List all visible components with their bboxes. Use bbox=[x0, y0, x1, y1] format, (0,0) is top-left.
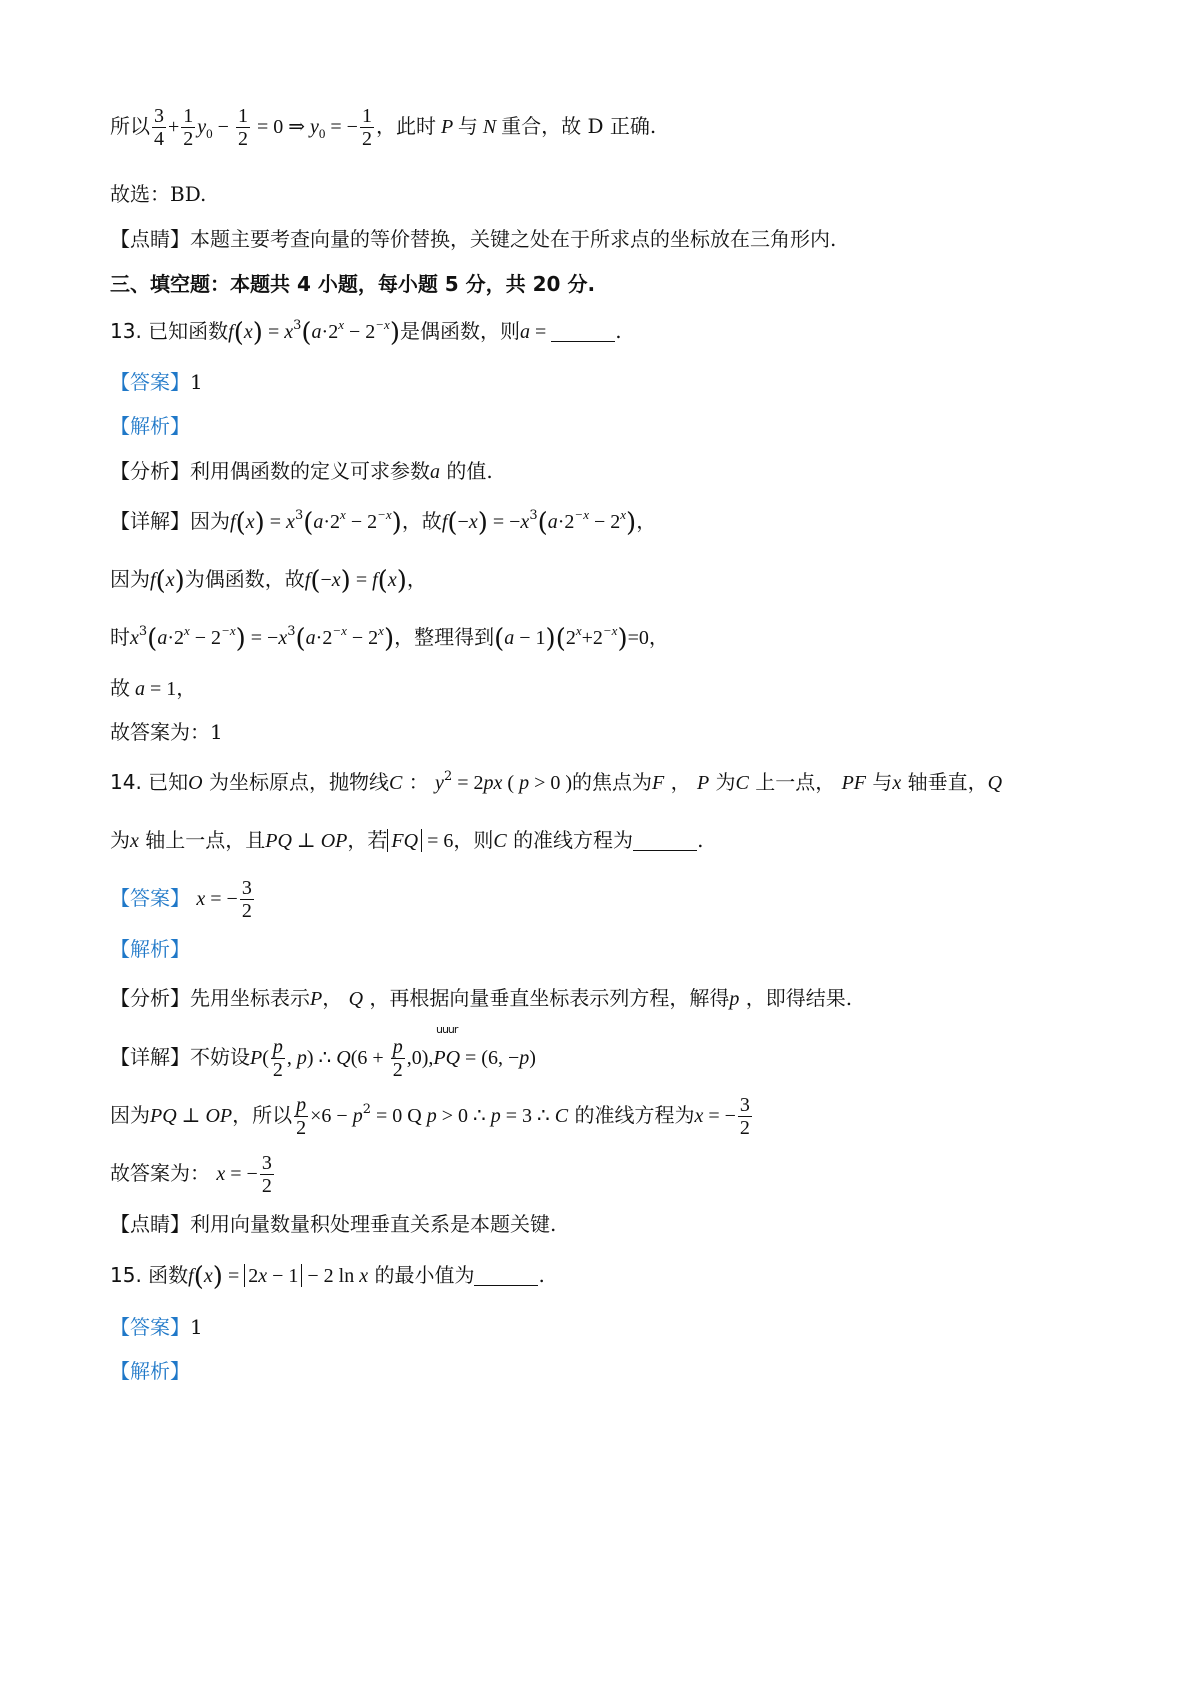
q13-jiexi-label: 【解析】 bbox=[110, 414, 190, 438]
answer-blank bbox=[633, 828, 697, 851]
q14-detail-3: 故答案为： x = − $\frac{3}{2}$ bbox=[110, 1152, 272, 1197]
q14-fenxi: 【分析】先用坐标表示P， Q ，再根据向量垂直坐标表示列方程，解得p ，即得结果. bbox=[110, 986, 853, 1010]
solution-line-1: 所以 $\frac{3}{4}$ + $\frac{1}{2}$ $y_0$ − $\frac{1}{2}$ = 0 ⇒ $y_0$ = − $\frac{1}{2}$ ，此时 P 与 N 重合，故 D 正确. bbox=[110, 105, 657, 150]
q13-detail-4: 故 a = 1， bbox=[110, 676, 197, 700]
q13-detail-3: 时$x^3(a\cdot 2^x - 2^{-x}) = -x^3(a\cdot 2^{-x} - 2^x)$，整理得到$(a - 1)(2^x+2^{-x})=0$， bbox=[110, 623, 669, 654]
answer-blank bbox=[474, 1263, 538, 1286]
q14-jiexi-label: 【解析】 bbox=[110, 937, 190, 961]
question-15: 15. 函数f(x) = 2x − 1 − 2 ln x 的最小值为 . bbox=[110, 1262, 545, 1292]
question-14-line-1: 14. 已知O 为坐标原点，抛物线C ： $y^2 = 2px$ ( p > 0 )的焦点为F ， P 为C 上一点， PF 与x 轴垂直，Q bbox=[110, 769, 1003, 794]
comment-line: 【点睛】本题主要考查向量的等价替换，关键之处在于所求点的坐标放在三角形内. bbox=[110, 227, 837, 251]
q14-detail-2: 因为PQ ⊥ OP，所以 $\frac{p}{2}$ $\times 6 - p^2 = 0$ Q p > 0 ∴ p = 3 ∴ C 的准线方程为x = − $\frac{3}{2}$ bbox=[110, 1094, 750, 1139]
q15-answer: 【答案】1 bbox=[110, 1315, 203, 1339]
question-14-line-2: 为x 轴上一点，且PQ ⊥ OP，若 FQ = 6，则C 的准线方程为 . bbox=[110, 828, 704, 852]
solution-line-2: 故选：BD. bbox=[110, 182, 207, 206]
section-title: 三、填空题：本题共 4 小题，每小题 5 分，共 20 分. bbox=[110, 272, 596, 296]
answer-blank bbox=[551, 319, 615, 342]
q14-answer: 【答案】 x = − $\frac{3}{2}$ bbox=[110, 877, 252, 922]
q14-detail-1: 【详解】不妨设P( $\frac{p}{2}$ , p) ∴ Q(6 + $\frac{p}{2}$ ,0), uuur PQ = (6, −p) bbox=[110, 1023, 536, 1081]
q13-detail-2: 因为f(x)为偶函数，故f(−x) = f(x)， bbox=[110, 566, 427, 596]
q13-fenxi: 【分析】利用偶函数的定义可求参数a 的值. bbox=[110, 459, 493, 483]
question-13: 13. 已知函数$f(x) = x^3(a\cdot 2^x - 2^{-x})$是偶函数，则a = . bbox=[110, 317, 622, 348]
q15-jiexi-label: 【解析】 bbox=[110, 1359, 190, 1383]
q13-detail-5: 故答案为：1 bbox=[110, 720, 223, 744]
q13-detail-1: 【详解】因为$f(x) = x^3(a\cdot 2^x - 2^{-x})$，故$f(-x) = -x^3(a\cdot 2^{-x} - 2^x)$， bbox=[110, 507, 657, 538]
q13-answer: 【答案】1 bbox=[110, 370, 203, 394]
q14-dianjing: 【点睛】利用向量数量积处理垂直关系是本题关键. bbox=[110, 1212, 557, 1236]
